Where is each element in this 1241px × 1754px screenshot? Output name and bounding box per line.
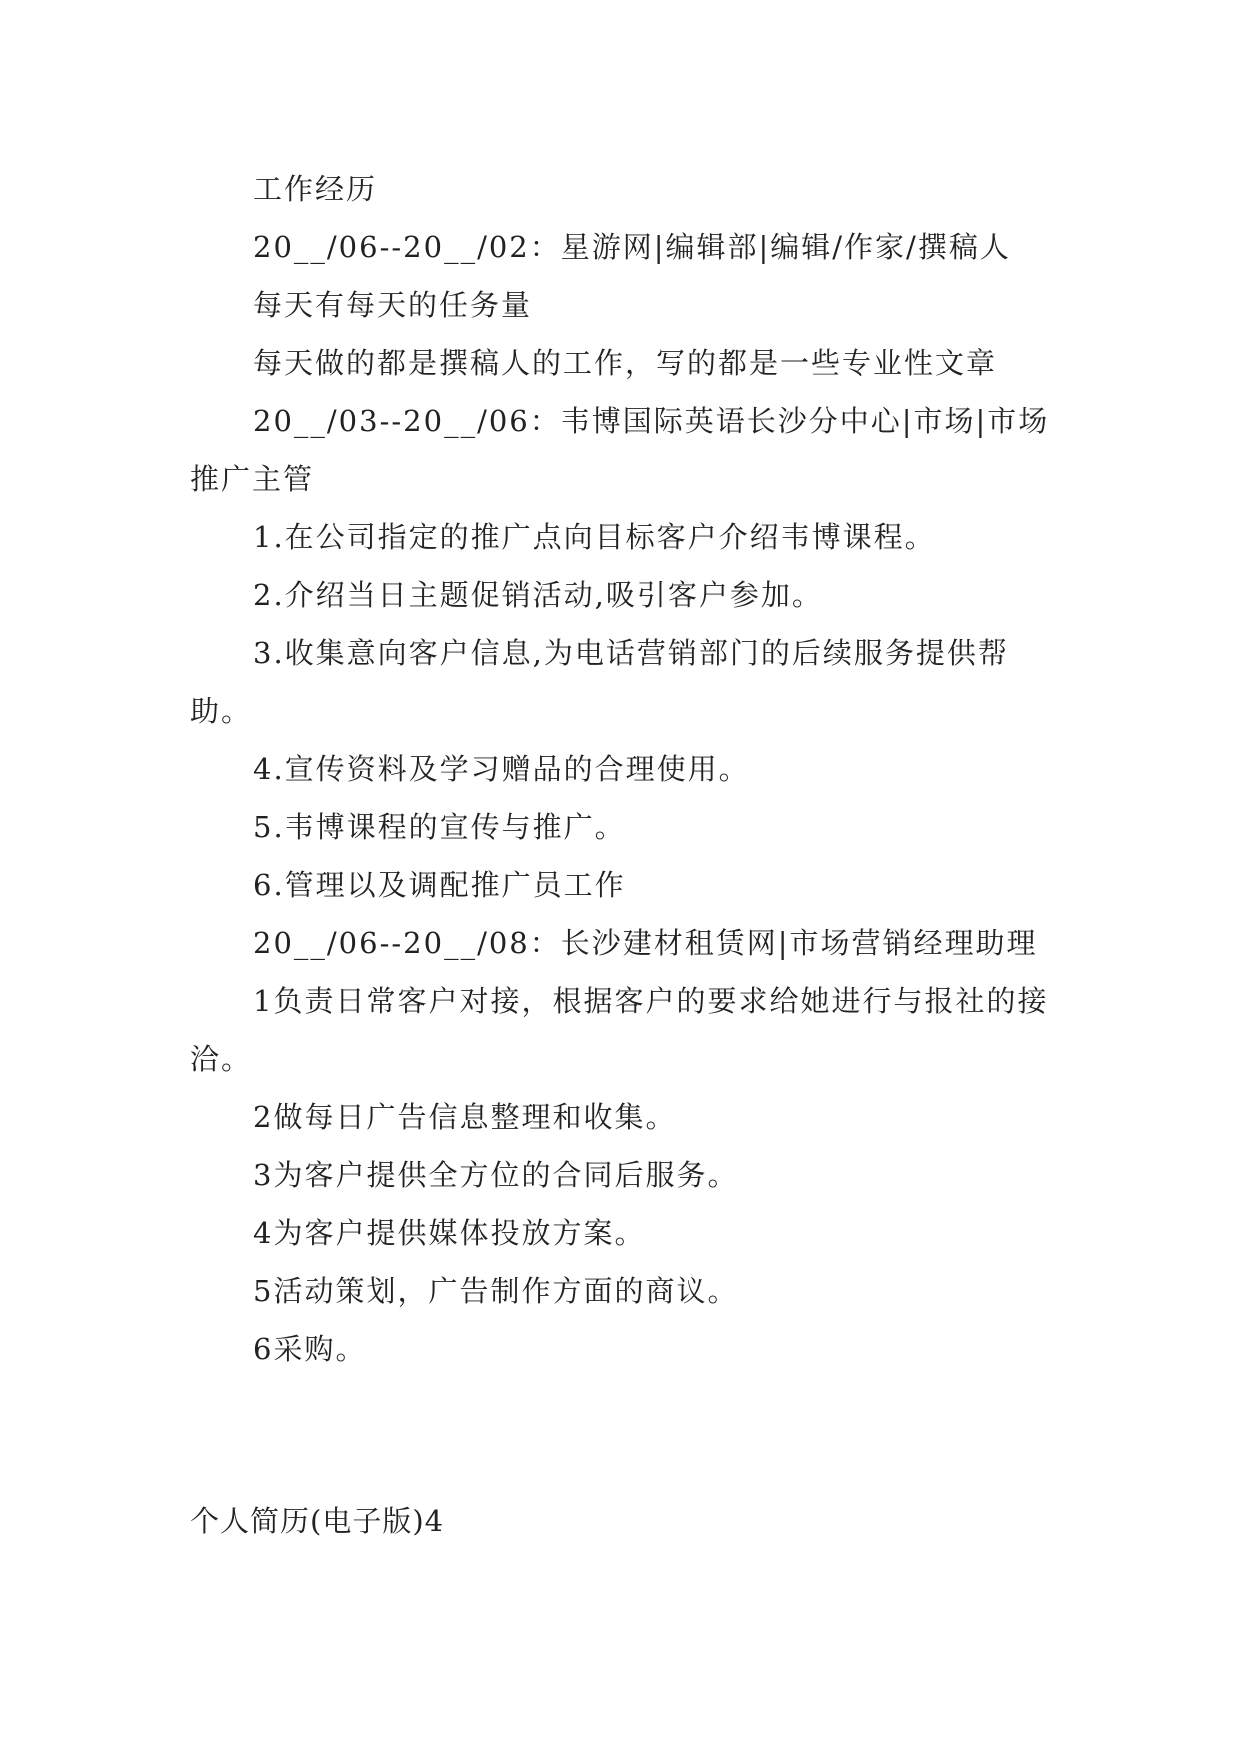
paragraph: 2做每日广告信息整理和收集。 [253,1100,677,1134]
paragraph: 3为客户提供全方位的合同后服务。 [253,1158,739,1192]
paragraph: 20__/06--20__/02：星游网|编辑部|编辑/作家/撰稿人 [253,230,1011,264]
paragraph: 每天有每天的任务量 [253,288,533,322]
paragraph: 4为客户提供媒体投放方案。 [253,1216,646,1250]
paragraph: 6采购。 [253,1332,367,1366]
paragraph: 每天做的都是撰稿人的工作，写的都是一些专业性文章 [253,346,998,380]
paragraph: 5.韦博课程的宣传与推广。 [253,810,626,844]
paragraph: 1负责日常客户对接，根据客户的要求给她进行与报社的接洽。 [190,984,1049,1076]
paragraph: 20__/06--20__/08：长沙建材租赁网|市场营销经理助理 [253,926,1038,960]
document-body [190,160,1050,1378]
paragraph: 2.介绍当日主题促销活动,吸引客户参加。 [253,578,823,612]
section-title: 工作经历 [253,172,378,206]
paragraph: 5活动策划，广告制作方面的商议。 [253,1274,739,1308]
footer-title: 个人简历(电子版)4 [190,1504,445,1538]
paragraph: 4.宣传资料及学习赠品的合理使用。 [253,752,750,786]
paragraph: 20__/03--20__/06：韦博国际英语长沙分中心|市场|市场推广主管 [190,404,1050,496]
paragraph: 6.管理以及调配推广员工作 [253,868,626,902]
paragraph: 3.收集意向客户信息,为电话营销部门的后续服务提供帮助。 [190,636,1009,728]
paragraph: 1.在公司指定的推广点向目标客户介绍韦博课程。 [253,520,936,554]
